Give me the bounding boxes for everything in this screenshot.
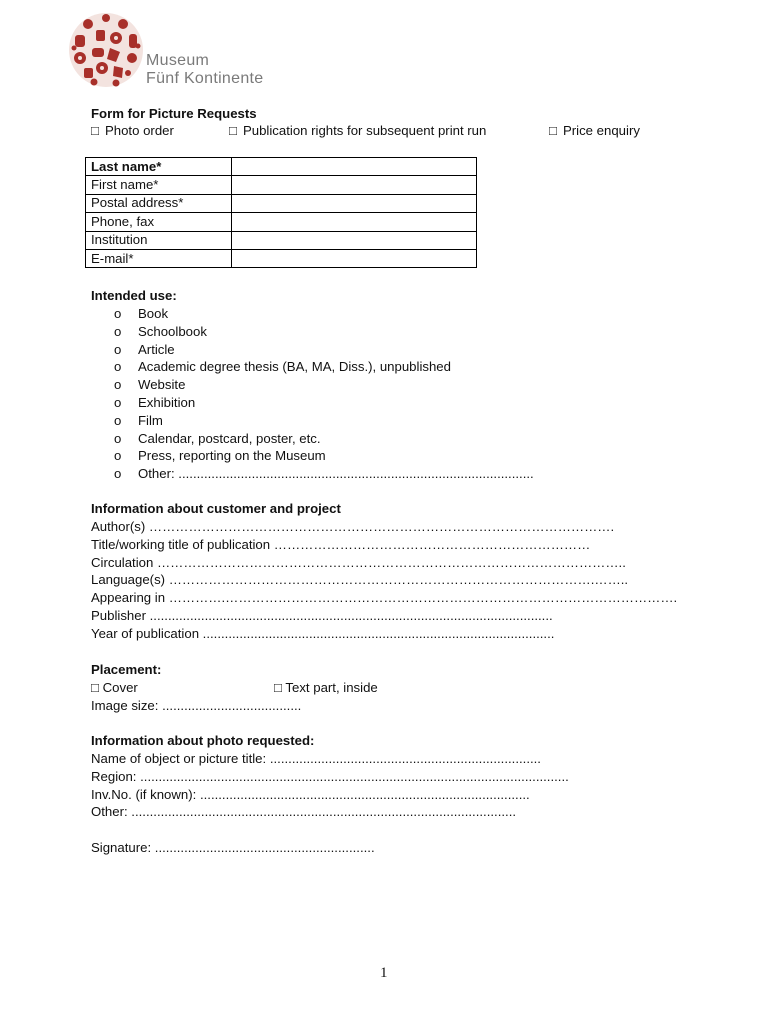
list-item-label: Schoolbook (138, 323, 207, 339)
list-item-label: Other: ................................................................................................. (138, 466, 534, 482)
intended-use-website[interactable] (114, 376, 534, 394)
photo-other-field[interactable]: Other: ......................................................................................................... (91, 804, 517, 820)
bullet-icon: o (114, 430, 122, 446)
list-item-label: Academic degree thesis (BA, MA, Diss.), unpublished (138, 359, 451, 375)
price-enquiry-label: Price enquiry (562, 123, 640, 138)
publisher-field[interactable]: Publisher .............................................................................................................. (91, 607, 553, 623)
author-field[interactable]: Author(s) ……………………………………………………………………………………………. (91, 519, 615, 534)
region-field[interactable]: Region: ..................................................................................................................... (91, 768, 569, 784)
table-row (86, 176, 477, 194)
intended-use-heading: Intended use: (91, 288, 177, 303)
list-item-label: Film (138, 412, 163, 428)
postal-address-field[interactable] (232, 194, 477, 212)
list-item-label: Website (138, 377, 186, 393)
placement-heading: Placement: (91, 662, 162, 677)
bullet-icon: o (114, 377, 122, 393)
placement-text-part-checkbox[interactable]: □ Text part, inside (274, 680, 378, 695)
price-enquiry-checkbox[interactable] (549, 123, 640, 138)
object-title-field[interactable]: Name of object or picture title: .......................................................................... (91, 751, 541, 766)
page-number: 1 (380, 965, 388, 981)
phone-fax-label: Phone, fax (86, 213, 232, 231)
bullet-icon: o (114, 448, 122, 464)
bullet-icon: o (114, 394, 122, 410)
list-item-label: Book (138, 306, 169, 321)
list-item-label: Article (138, 341, 175, 357)
language-field[interactable]: Language(s) …………………………………………………………………………………….…….. (91, 572, 629, 588)
image-size-field[interactable]: Image size: ...................................... (91, 698, 302, 713)
title-field[interactable]: Title/working title of publication ……………………………………………………………… (91, 536, 591, 552)
intended-use-article[interactable] (114, 341, 534, 359)
appearing-in-field[interactable]: Appearing in ………….…………………………………………………………………………………………. (91, 590, 678, 606)
postal-address-label: Postal address* (86, 194, 232, 212)
table-row (86, 158, 477, 176)
phone-fax-field[interactable] (232, 213, 477, 231)
intended-use-calendar[interactable] (114, 430, 534, 448)
first-name-field[interactable] (232, 176, 477, 194)
last-name-field[interactable] (232, 158, 477, 176)
checkbox-icon: □ (91, 123, 99, 138)
bullet-icon: o (114, 306, 122, 321)
museum-logo (66, 8, 276, 90)
placement-cover-checkbox[interactable]: □ Cover (91, 680, 138, 695)
bullet-icon: o (114, 359, 122, 375)
intended-use-book[interactable] (114, 305, 534, 323)
list-item-label: Press, reporting on the Museum (138, 448, 326, 464)
publication-rights-label: Publication rights for subsequent print run (242, 123, 487, 138)
customer-info-fields (91, 518, 677, 643)
intended-use-schoolbook[interactable] (114, 323, 534, 341)
photo-order-label: Photo order (104, 123, 174, 138)
intended-use-other[interactable] (114, 465, 534, 483)
logo-line-2: Fünf Kontinente (146, 70, 264, 87)
intended-use-list (114, 305, 534, 483)
bullet-icon: o (114, 466, 122, 482)
photo-order-checkbox[interactable] (91, 123, 174, 138)
year-of-publication-field[interactable]: Year of publication ................................................................................................ (91, 625, 555, 641)
checkbox-icon: □ (229, 123, 237, 138)
institution-label: Institution (86, 231, 232, 249)
inventory-number-field[interactable]: Inv.No. (if known): .......................................................................................... (91, 786, 530, 802)
bullet-icon: o (114, 323, 122, 339)
bullet-icon: o (114, 412, 122, 428)
institution-field[interactable] (232, 231, 477, 249)
contact-details-table (85, 157, 477, 268)
list-item-label: Calendar, postcard, poster, etc. (138, 430, 321, 446)
logo-line-1: Museum (146, 52, 210, 69)
museum-emblem-icon (66, 10, 146, 90)
intended-use-exhibition[interactable] (114, 394, 534, 412)
bullet-icon: o (114, 341, 122, 357)
intended-use-film[interactable] (114, 412, 534, 430)
signature-field[interactable]: Signature: ............................................................ (91, 840, 375, 855)
list-item-label: Exhibition (138, 394, 196, 410)
table-row (86, 194, 477, 212)
checkbox-icon: □ (549, 123, 557, 138)
intended-use-thesis[interactable] (114, 358, 534, 376)
first-name-label: First name* (86, 176, 232, 194)
last-name-label: Last name* (86, 158, 232, 176)
email-field[interactable] (232, 249, 477, 267)
table-row (86, 249, 477, 267)
photo-info-heading: Information about photo requested: (91, 733, 315, 748)
photo-info-fields (91, 750, 569, 821)
logo-wordmark (146, 52, 263, 88)
table-row (86, 231, 477, 249)
table-row (86, 213, 477, 231)
circulation-field[interactable]: Circulation …………………………………………………………………………………………….. (91, 554, 626, 570)
form-title: Form for Picture Requests (91, 106, 257, 121)
publication-rights-checkbox[interactable] (229, 123, 486, 138)
customer-info-heading: Information about customer and project (91, 501, 341, 516)
email-label: E-mail* (86, 249, 232, 267)
intended-use-press[interactable] (114, 447, 534, 465)
